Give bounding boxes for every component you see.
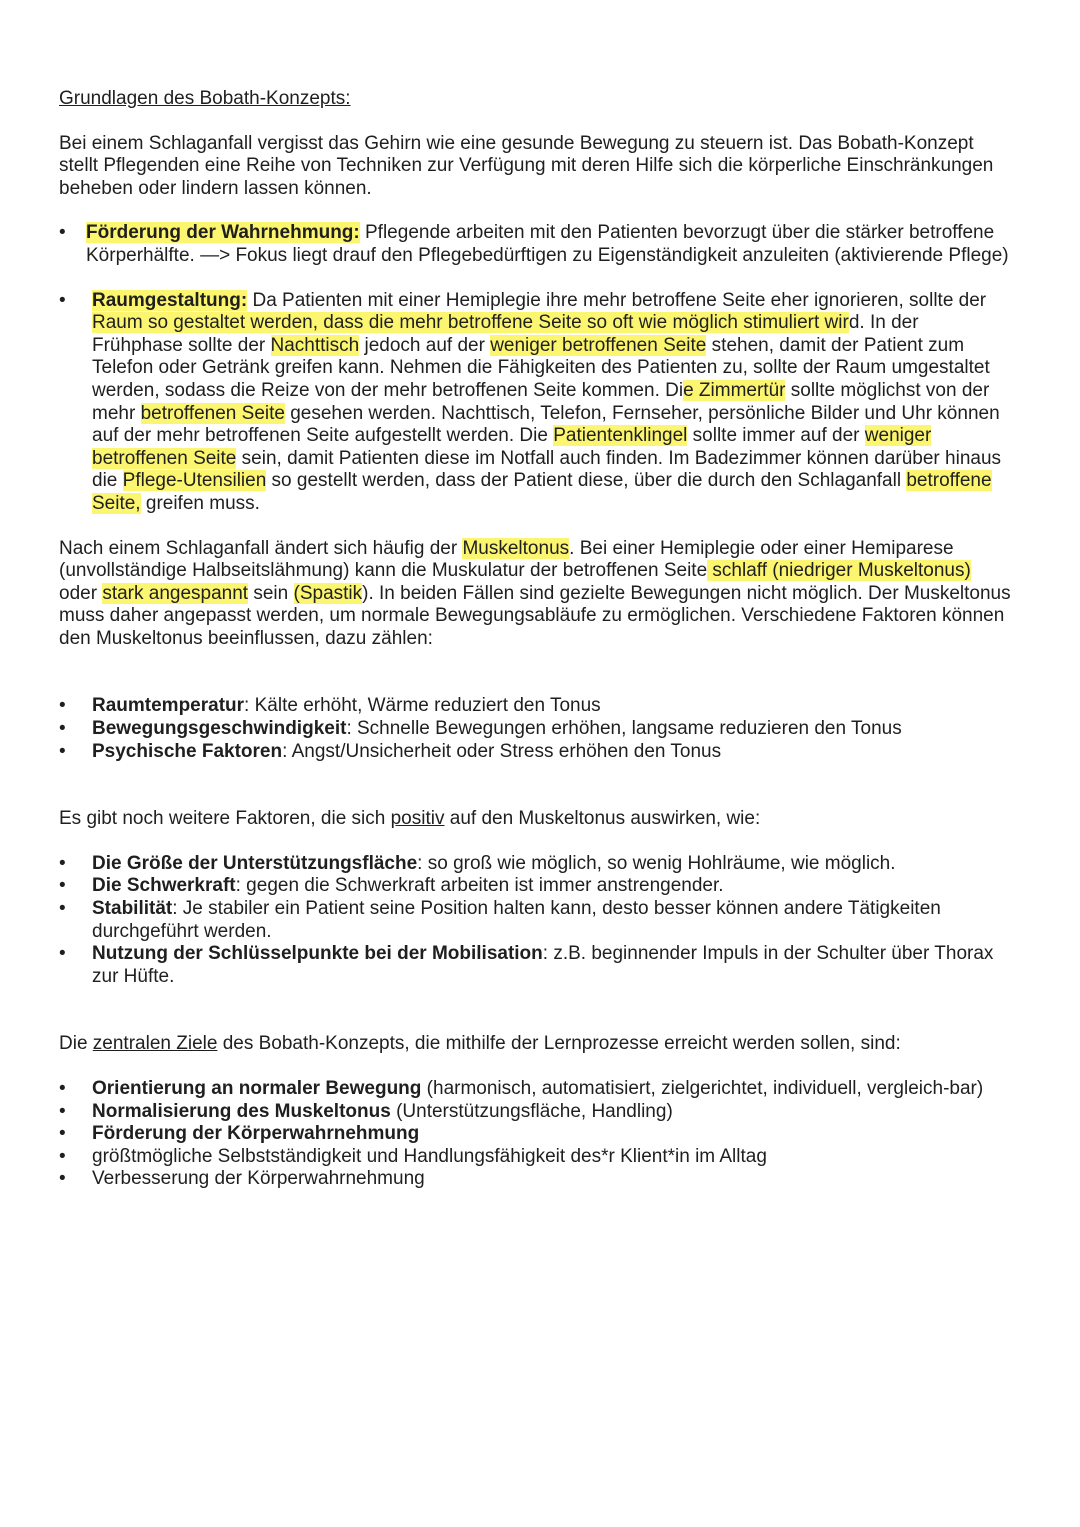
weitere-text: Es gibt noch weitere Faktoren, die sich — [59, 808, 391, 830]
list-item — [59, 1146, 1014, 1169]
item-text: : z.B. beginnender Impuls in der Schulter über Thorax zur Hüfte. — [92, 943, 994, 987]
underlined-word: zentralen Ziele — [92, 1033, 218, 1055]
raum-text: gesehen werden. Nachttisch, Telefon, Fernseher, persönliche Bilder und Uhr können auf der mehr betroffenen Seite aufgestellt werden. Die — [92, 402, 1000, 447]
raum-text: jedoch auf der — [359, 334, 491, 356]
highlight: e Zimmertür — [683, 379, 786, 401]
item-label: Orientierung an normaler Bewegung — [92, 1078, 422, 1099]
raum-text: sein, damit Patienten diese im Notfall auch finden. Im Badezimmer können darüber hinaus die — [92, 447, 1002, 492]
page-title: Grundlagen des Bobath-Konzepts: — [59, 88, 351, 109]
highlight: weniger betroffenen Seite — [92, 425, 932, 469]
raum-text: Da Patienten mit einer Hemiplegie ihre mehr betroffene Seite eher ignorieren, sollte der — [247, 289, 987, 311]
raum-text: greifen muss. — [140, 492, 260, 514]
highlight: betroffenen Seite — [140, 402, 285, 424]
raum-list — [59, 290, 1014, 516]
raum-text: stehen, damit der Patient zum Telefon oder Getränk greifen kann. Nehmen die Fähigkeiten des Patienten zu, sollte der Raum umgestaltet werden, sodass die Reize von der mehr betroffenen Seite kommen. Di — [92, 334, 990, 401]
highlight: betroffene Seite, — [92, 470, 992, 514]
item-text: Verbesserung der Körperwahrnehmung — [92, 1168, 425, 1190]
item-text: : gegen die Schwerkraft arbeiten ist immer anstrengender. — [235, 875, 724, 897]
tonus-text: oder — [59, 582, 103, 604]
ziele-text: des Bobath-Konzepts, die mithilfe der Lernprozesse erreicht werden sollen, sind: — [217, 1033, 901, 1055]
item-label: Psychische Faktoren — [92, 740, 283, 762]
wahrnehmung-label: Förderung der Wahrnehmung: — [86, 222, 360, 244]
list-item — [59, 1123, 1014, 1146]
list-item — [59, 875, 1014, 898]
list-item — [59, 222, 1014, 267]
item-text: (harmonisch, automatisiert, zielgerichtet, individuell, vergleich-bar) — [421, 1078, 984, 1099]
list-item — [59, 1168, 1014, 1191]
list-item — [59, 1101, 1014, 1124]
raum-text: sollte möglichst von der mehr — [92, 379, 990, 424]
ziele-text: Die — [59, 1033, 93, 1055]
raum-text: d. In der Frühphase sollte der — [92, 312, 919, 356]
list-item — [59, 1078, 1014, 1101]
item-text: : so groß wie möglich, so wenig Hohlräume, wie möglich. — [417, 852, 896, 874]
item-text: : Kälte erhöht, Wärme reduziert den Tonus — [244, 695, 601, 717]
tonus-text: Nach einem Schlaganfall ändert sich häufig der — [59, 537, 463, 559]
tonus-text: sein — [248, 582, 294, 604]
intro-paragraph: Bei einem Schlaganfall vergisst das Gehirn wie eine gesunde Bewegung zu steuern ist. Das Bobath-Konzept stellt Pflegenden eine Reihe von Techniken zur Verfügung mit deren Hilfe sich die körperliche Einschränkungen beheben oder lindern lassen können. — [59, 132, 994, 199]
ziele-list — [59, 1078, 1014, 1191]
highlight: (Spastik — [293, 582, 363, 604]
document-page — [59, 88, 1014, 1191]
weitere-text: auf den Muskeltonus auswirken, wie: — [444, 808, 761, 830]
item-label: Nutzung der Schlüsselpunkte bei der Mobilisation — [92, 943, 543, 965]
item-text: (Unterstützungsfläche, Handling) — [390, 1100, 673, 1122]
list-item — [59, 695, 1014, 718]
raum-text: so gestellt werden, dass der Patient diese, über die durch den Schlaganfall — [266, 470, 907, 492]
raum-label: Raumgestaltung: — [92, 289, 248, 311]
highlight: stark angespannt — [102, 582, 249, 604]
item-text: : Je stabiler ein Patient seine Position halten kann, desto besser können andere Tätigkeiten durchgeführt werden. — [92, 898, 941, 942]
item-label: Bewegungsgeschwindigkeit — [92, 718, 347, 740]
weitere-paragraph — [59, 808, 1014, 831]
wahrnehmung-text: Pflegende arbeiten mit den Patienten bevorzugt über die stärker betroffene Körperhälfte. —> Fokus liegt drauf den Pflegebedürftigen zu Eigenständigkeit anzuleiten (aktivierende Pflege) — [86, 222, 1009, 266]
highlight: Muskeltonus — [462, 537, 570, 559]
highlight: schlaff (niedriger Muskeltonus) — [707, 560, 971, 582]
tonus-text: . Bei einer Hemiplegie oder einer Hemiparese (unvollständige Halbseitslähmung) kann die Muskulatur der betroffenen Seite — [59, 537, 954, 582]
tonus-text: ). In beiden Fällen sind gezielte Bewegungen nicht möglich. Der Muskeltonus muss daher angepasst werden, um normale Bewegungsabläufe zu ermöglichen. Verschiedene Faktoren können den Muskeltonus beeinflussen, dazu zählen: — [59, 582, 1011, 649]
highlight: Raum so gestaltet werden, dass die mehr betroffene Seite so oft wie möglich stimuliert wir — [92, 312, 849, 334]
item-label: Die Größe der Unterstützungsfläche — [92, 852, 418, 874]
item-label: Stabilität — [92, 898, 173, 920]
list-item — [59, 943, 1014, 988]
list-item — [59, 741, 1014, 764]
item-label: Normalisierung des Muskeltonus — [92, 1100, 391, 1122]
item-label: Die Schwerkraft — [92, 875, 236, 897]
positiv-list — [59, 853, 1014, 989]
ziele-paragraph — [59, 1033, 1014, 1056]
highlight: Nachttisch — [270, 334, 360, 356]
list-item — [59, 853, 1014, 876]
highlight: Pflege-Utensilien — [122, 470, 267, 492]
wahrnehmung-list — [59, 222, 1014, 267]
raum-text: sollte immer auf der — [687, 425, 865, 447]
tonus-paragraph — [59, 538, 1014, 651]
underlined-word: positiv — [390, 808, 445, 830]
list-item — [59, 718, 1014, 741]
item-text: größtmögliche Selbstständigkeit und Handlungsfähigkeit des*r Klient*in im Alltag — [92, 1145, 767, 1167]
list-item — [59, 898, 1014, 943]
item-text: : Angst/Unsicherheit oder Stress erhöhen den Tonus — [282, 740, 722, 762]
highlight: Patientenklingel — [553, 425, 688, 447]
item-label: Förderung der Körperwahrnehmung — [92, 1123, 420, 1145]
faktoren-list — [59, 695, 1014, 763]
list-item — [59, 290, 1014, 516]
item-label: Raumtemperatur — [92, 695, 245, 717]
highlight: weniger betroffenen Seite — [490, 334, 707, 356]
item-text: : Schnelle Bewegungen erhöhen, langsame reduzieren den Tonus — [346, 718, 902, 740]
